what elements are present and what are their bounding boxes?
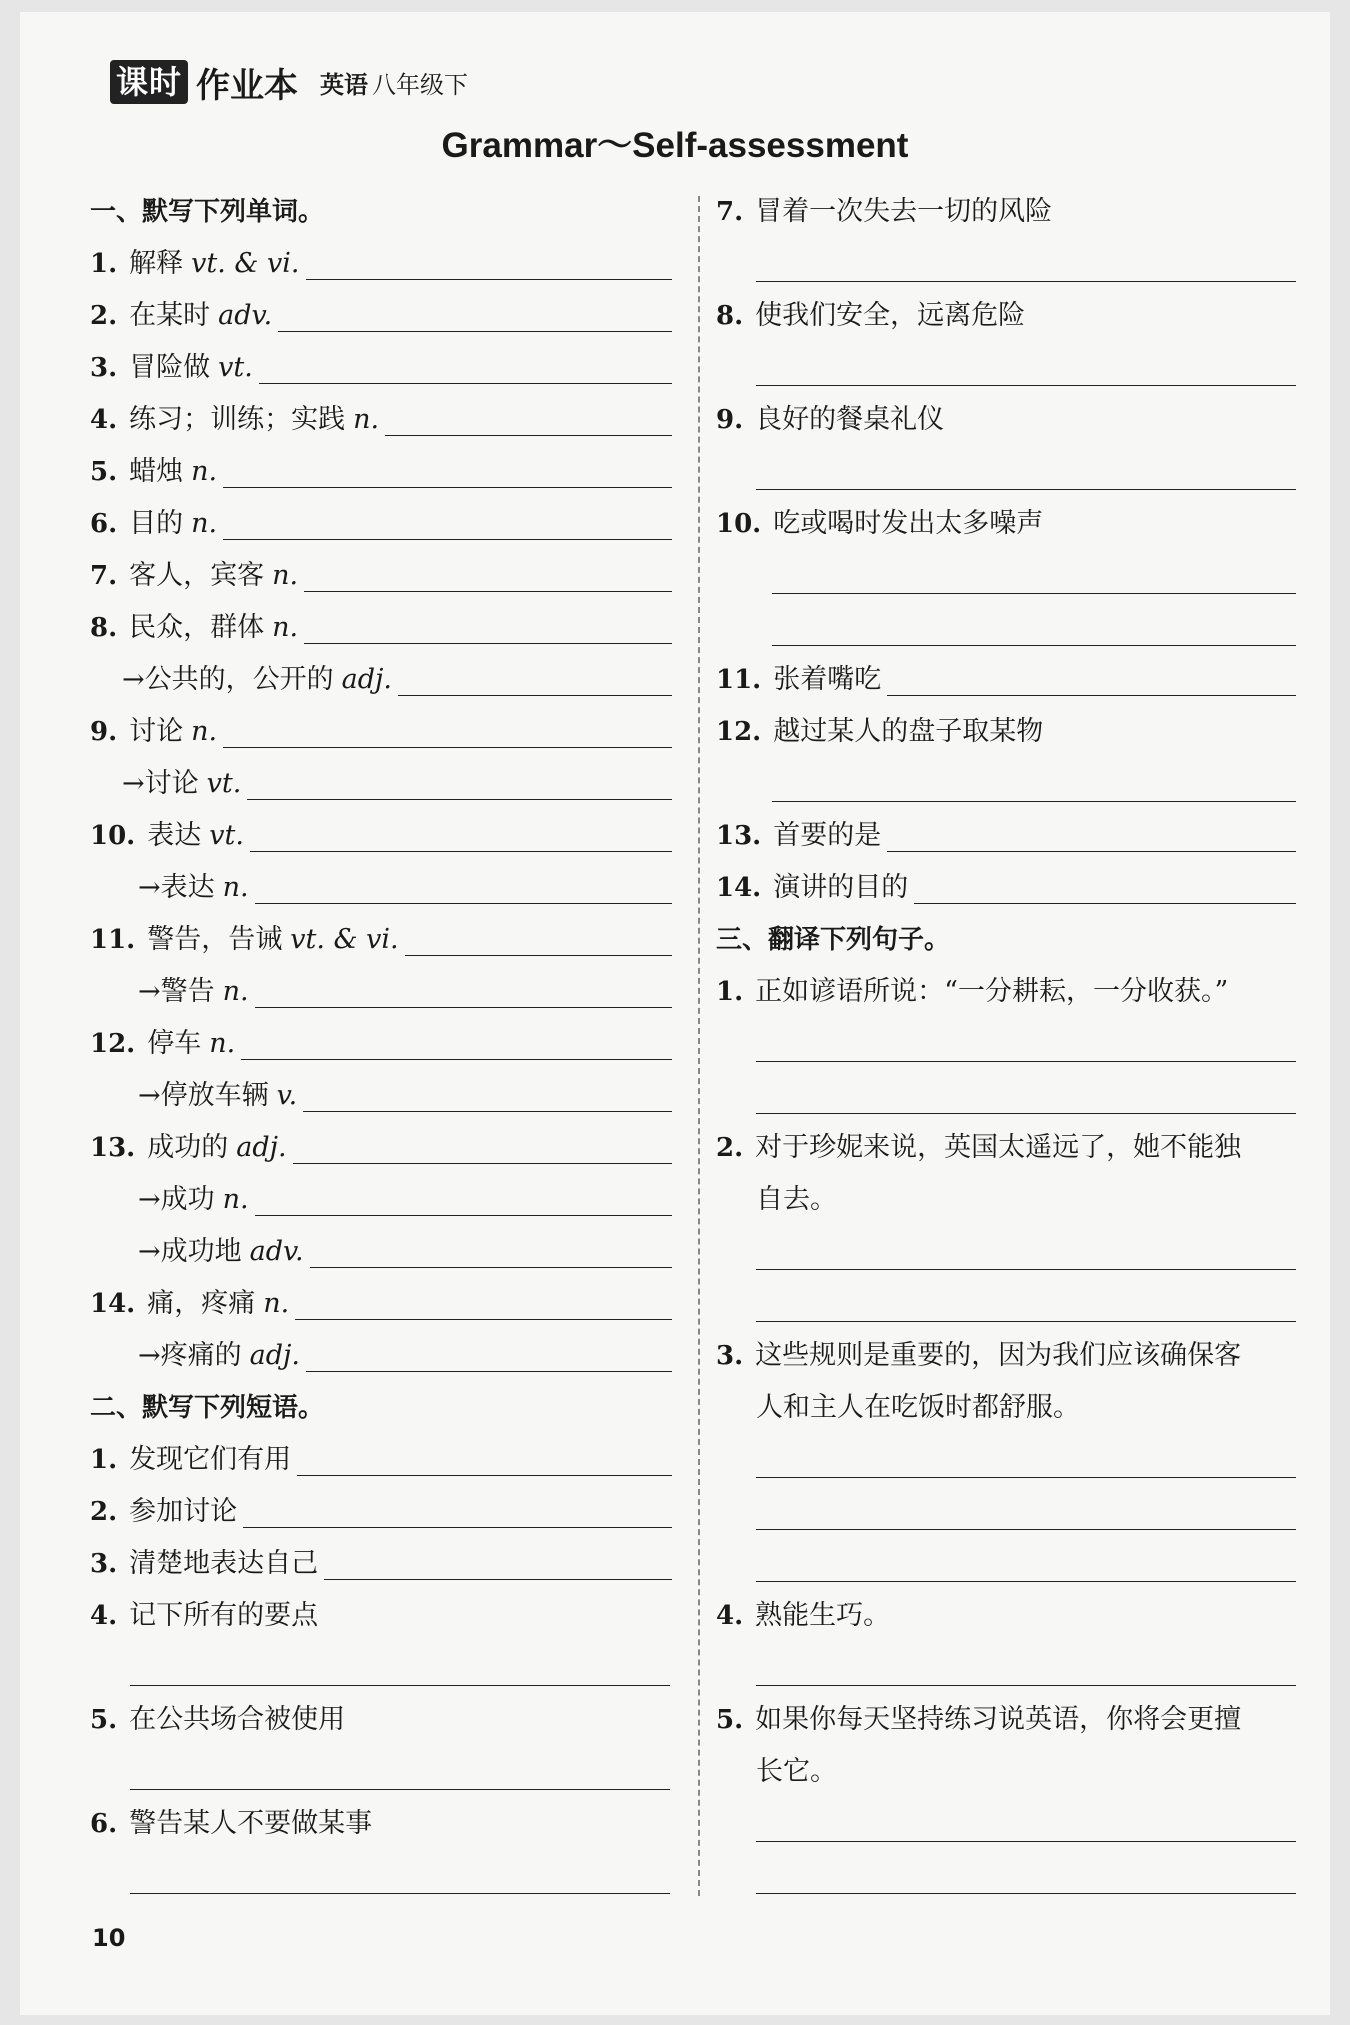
item-number: 1. (90, 1445, 118, 1475)
item-number: 5. (716, 1705, 744, 1735)
item-number: 12. (90, 1029, 136, 1059)
phrase-item (90, 1596, 672, 1636)
word-derivative (138, 972, 672, 1012)
answer-blank[interactable] (306, 249, 672, 280)
column-divider (698, 196, 700, 1896)
item-number: 2. (90, 301, 118, 331)
sentence-prompt-continued: 长它。 (756, 1756, 837, 1787)
word-item (90, 1128, 672, 1168)
answer-blank[interactable] (756, 1528, 1296, 1530)
item-prompt: 警告，告诫 (147, 924, 283, 955)
answer-blank[interactable] (887, 821, 1296, 852)
sentence-prompt-continued: 人和主人在吃饭时都舒服。 (756, 1392, 1080, 1423)
word-derivative (138, 868, 672, 908)
part-of-speech: adv. (218, 300, 273, 331)
answer-blank[interactable] (324, 1549, 672, 1580)
part-of-speech: n. (272, 560, 299, 591)
part-of-speech: n. (222, 872, 249, 903)
subject-label: 英语 (320, 70, 369, 99)
answer-blank[interactable] (293, 1133, 672, 1164)
answer-blank[interactable] (756, 1892, 1296, 1894)
answer-blank[interactable] (405, 925, 672, 956)
sentence-prompt: 这些规则是重要的，因为我们应该确保客 (755, 1340, 1242, 1371)
item-number: 3. (90, 353, 118, 383)
phrase-item (90, 1700, 672, 1740)
grade-label: 八年级下 (372, 70, 469, 99)
sentence-item (716, 1596, 1296, 1636)
answer-blank[interactable] (304, 613, 672, 644)
item-prompt: →成功 (138, 1184, 215, 1215)
phrase-item (90, 1492, 672, 1532)
sentence-item (716, 1700, 1296, 1740)
item-number: 2. (716, 1133, 744, 1163)
answer-blank[interactable] (130, 1788, 670, 1790)
item-number: 10. (90, 821, 136, 851)
answer-blank[interactable] (255, 1185, 672, 1216)
item-number: 10. (716, 509, 762, 539)
item-prompt: 首要的是 (773, 820, 882, 851)
part-of-speech: adj. (236, 1132, 287, 1163)
answer-blank[interactable] (756, 280, 1296, 282)
phrase-item (716, 712, 1296, 752)
item-number: 13. (90, 1133, 136, 1163)
item-prompt: →停放车辆 (138, 1080, 269, 1111)
section-1-heading: 一、默写下列单词。 (90, 197, 325, 227)
word-item (90, 348, 672, 388)
answer-blank[interactable] (223, 717, 672, 748)
item-prompt: 蜡烛 (129, 456, 184, 487)
phrase-item (90, 1804, 672, 1844)
answer-blank[interactable] (756, 1320, 1296, 1322)
section-3-heading: 三、翻译下列句子。 (716, 925, 951, 955)
answer-blank[interactable] (241, 1029, 672, 1060)
item-prompt: 练习；训练；实践 (129, 404, 346, 435)
item-number: 5. (90, 457, 118, 487)
answer-blank[interactable] (255, 873, 672, 904)
sentence-prompt: 对于珍妮来说，英国太遥远了，她不能独 (755, 1132, 1242, 1163)
phrase-item (716, 816, 1296, 856)
phrase-item (716, 504, 1296, 544)
item-number: 4. (90, 1601, 118, 1631)
word-derivative (138, 1232, 672, 1272)
item-prompt: 演讲的目的 (773, 872, 909, 903)
answer-blank[interactable] (310, 1237, 672, 1268)
phrase-item (716, 400, 1296, 440)
answer-blank[interactable] (887, 665, 1296, 696)
phrase-item (90, 1544, 672, 1584)
word-item (90, 920, 672, 960)
phrase-item (90, 1440, 672, 1480)
word-item (90, 1024, 672, 1064)
word-item (90, 504, 672, 544)
word-item (90, 244, 672, 284)
item-prompt: 客人，宾客 (129, 560, 265, 591)
item-prompt: 清楚地表达自己 (129, 1548, 319, 1579)
book-header (110, 60, 468, 104)
answer-blank[interactable] (772, 644, 1296, 646)
word-item (90, 452, 672, 492)
item-prompt: 吃或喝时发出太多噪声 (773, 508, 1044, 539)
word-item (90, 296, 672, 336)
book-title: 作业本 (196, 65, 299, 106)
answer-blank[interactable] (130, 1684, 670, 1686)
item-number: 8. (90, 613, 118, 643)
item-prompt: 警告某人不要做某事 (129, 1808, 373, 1839)
item-number: 3. (90, 1549, 118, 1579)
item-number: 7. (90, 561, 118, 591)
answer-blank[interactable] (756, 488, 1296, 490)
part-of-speech: vt. & vi. (290, 924, 399, 955)
item-prompt: 讨论 (129, 716, 184, 747)
part-of-speech: adv. (249, 1236, 304, 1267)
answer-blank[interactable] (772, 800, 1296, 802)
sentence-item (716, 1336, 1296, 1376)
item-prompt: →表达 (138, 872, 215, 903)
item-prompt: 在某时 (129, 300, 211, 331)
answer-blank[interactable] (306, 1341, 672, 1372)
phrase-item (716, 296, 1296, 336)
item-number: 6. (90, 509, 118, 539)
item-prompt: 民众，群体 (129, 612, 265, 643)
part-of-speech: n. (191, 716, 218, 747)
sentence-item (716, 972, 1296, 1012)
answer-blank[interactable] (130, 1892, 670, 1894)
part-of-speech: n. (222, 1184, 249, 1215)
answer-blank[interactable] (914, 873, 1296, 904)
item-number: 8. (716, 301, 744, 331)
phrase-item (716, 192, 1296, 232)
item-number: 1. (90, 249, 118, 279)
answer-blank[interactable] (243, 1497, 672, 1528)
answer-blank[interactable] (756, 384, 1296, 386)
part-of-speech: n. (222, 976, 249, 1007)
item-prompt: 冒险做 (129, 352, 211, 383)
page-number: 10 (92, 1924, 126, 1952)
answer-blank[interactable] (297, 1445, 672, 1476)
part-of-speech: adj. (341, 664, 392, 695)
part-of-speech: vt. (218, 352, 253, 383)
phrase-item (716, 660, 1296, 700)
item-prompt: 越过某人的盘子取某物 (773, 716, 1044, 747)
answer-blank[interactable] (295, 1289, 672, 1320)
answer-blank[interactable] (756, 1840, 1296, 1842)
item-number: 9. (90, 717, 118, 747)
part-of-speech: vt. (209, 820, 244, 851)
sentence-prompt: 正如谚语所说：“一分耕耘，一分收获。” (755, 976, 1229, 1007)
item-prompt: 发现它们有用 (129, 1444, 292, 1475)
sentence-item (716, 1128, 1296, 1168)
item-number: 13. (716, 821, 762, 851)
item-prompt: →成功地 (138, 1236, 242, 1267)
answer-blank[interactable] (250, 821, 672, 852)
answer-blank[interactable] (255, 977, 672, 1008)
word-derivative (122, 764, 672, 804)
item-number: 4. (716, 1601, 744, 1631)
word-item (90, 400, 672, 440)
item-number: 4. (90, 405, 118, 435)
answer-blank[interactable] (304, 561, 672, 592)
answer-blank[interactable] (303, 1081, 672, 1112)
answer-blank[interactable] (772, 592, 1296, 594)
item-number: 14. (90, 1289, 136, 1319)
word-item (90, 816, 672, 856)
answer-blank[interactable] (756, 1268, 1296, 1270)
word-derivative (138, 1076, 672, 1116)
item-number: 5. (90, 1705, 118, 1735)
word-derivative (122, 660, 672, 700)
word-item (90, 712, 672, 752)
answer-blank[interactable] (756, 1060, 1296, 1062)
phrase-item (716, 868, 1296, 908)
item-prompt: 冒着一次失去一切的风险 (755, 196, 1053, 227)
answer-blank[interactable] (385, 405, 672, 436)
item-prompt: 张着嘴吃 (773, 664, 882, 695)
item-prompt: 表达 (147, 820, 202, 851)
item-number: 14. (716, 873, 762, 903)
answer-blank[interactable] (756, 1684, 1296, 1686)
sentence-prompt-continued: 自去。 (756, 1184, 837, 1215)
item-prompt: 记下所有的要点 (129, 1600, 319, 1631)
part-of-speech: vt. & vi. (191, 248, 300, 279)
item-prompt: 在公共场合被使用 (129, 1704, 346, 1735)
answer-blank[interactable] (247, 769, 672, 800)
sentence-prompt: 如果你每天坚持练习说英语，你将会更擅 (755, 1704, 1242, 1735)
answer-blank[interactable] (756, 1580, 1296, 1582)
part-of-speech: n. (191, 456, 218, 487)
word-item (90, 608, 672, 648)
answer-blank[interactable] (278, 301, 672, 332)
item-number: 7. (716, 197, 744, 227)
part-of-speech: adj. (249, 1340, 300, 1371)
part-of-speech: vt. (206, 768, 242, 799)
item-prompt: →讨论 (122, 768, 199, 799)
word-derivative (138, 1180, 672, 1220)
logo-badge: 课时 (110, 60, 188, 104)
item-number: 9. (716, 405, 744, 435)
page-title: Grammar～Self-assessment (441, 126, 909, 165)
answer-blank[interactable] (259, 353, 672, 384)
part-of-speech: n. (263, 1288, 290, 1319)
item-prompt: →警告 (138, 976, 215, 1007)
item-prompt: 痛，疼痛 (147, 1288, 256, 1319)
answer-blank[interactable] (756, 1112, 1296, 1114)
item-number: 2. (90, 1497, 118, 1527)
part-of-speech: n. (191, 508, 218, 539)
answer-blank[interactable] (398, 665, 672, 696)
item-prompt: 成功的 (147, 1132, 229, 1163)
word-derivative (138, 1336, 672, 1376)
word-item (90, 1284, 672, 1324)
item-number: 12. (716, 717, 762, 747)
item-number: 3. (716, 1341, 744, 1371)
section-2-heading: 二、默写下列短语。 (90, 1393, 325, 1423)
item-prompt: →公共的，公开的 (122, 664, 334, 695)
answer-blank[interactable] (223, 509, 672, 540)
item-prompt: 使我们安全，远离危险 (755, 300, 1026, 331)
item-prompt: 解释 (129, 248, 184, 279)
sentence-prompt: 熟能生巧。 (755, 1600, 891, 1631)
part-of-speech: n. (209, 1028, 236, 1059)
item-number: 6. (90, 1809, 118, 1839)
item-number: 1. (716, 977, 744, 1007)
item-number: 11. (716, 665, 762, 695)
item-prompt: 目的 (129, 508, 184, 539)
answer-blank[interactable] (756, 1476, 1296, 1478)
part-of-speech: n. (272, 612, 299, 643)
part-of-speech: n. (353, 404, 380, 435)
part-of-speech: v. (276, 1080, 298, 1111)
item-prompt: 良好的餐桌礼仪 (755, 404, 945, 435)
item-prompt: 停车 (147, 1028, 202, 1059)
item-number: 11. (90, 925, 136, 955)
word-item (90, 556, 672, 596)
item-prompt: 参加讨论 (129, 1496, 238, 1527)
answer-blank[interactable] (223, 457, 672, 488)
item-prompt: →疼痛的 (138, 1340, 242, 1371)
